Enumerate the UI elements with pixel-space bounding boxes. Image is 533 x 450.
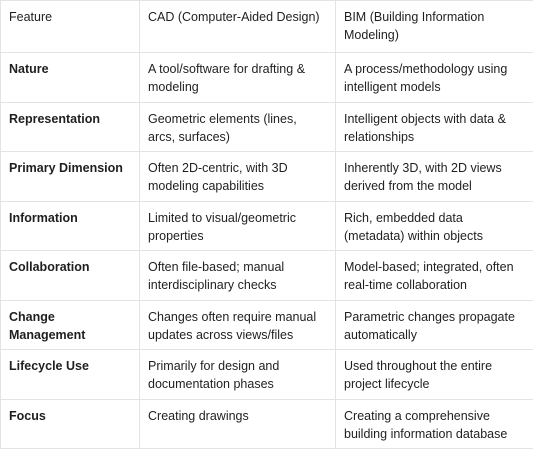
table-row [1, 53, 533, 103]
table-row [1, 152, 533, 202]
row-feature-cell: Change Management [1, 300, 140, 350]
row-feature-cell: Collaboration [1, 251, 140, 301]
row-cad-cell: Often file-based; manual interdisciplinary checks [140, 251, 336, 301]
table-row [1, 399, 533, 449]
row-cad-cell: Geometric elements (lines, arcs, surfaces) [140, 102, 336, 152]
row-cad-cell: Often 2D-centric, with 3D modeling capabilities [140, 152, 336, 202]
row-bim-cell: Inherently 3D, with 2D views derived from the model [336, 152, 533, 202]
row-cad-cell: Primarily for design and documentation phases [140, 350, 336, 400]
table-row [1, 350, 533, 400]
table-header-row [1, 1, 533, 53]
row-cad-cell: Changes often require manual updates across views/files [140, 300, 336, 350]
table-row [1, 300, 533, 350]
table-row [1, 102, 533, 152]
header-feature: Feature [1, 1, 140, 53]
row-feature-cell: Information [1, 201, 140, 251]
table-row [1, 251, 533, 301]
row-feature-cell: Focus [1, 399, 140, 449]
row-bim-cell: Intelligent objects with data & relationships [336, 102, 533, 152]
header-bim: BIM (Building Information Modeling) [336, 1, 533, 53]
row-feature-cell: Primary Dimension [1, 152, 140, 202]
row-feature-cell: Lifecycle Use [1, 350, 140, 400]
row-feature-cell: Representation [1, 102, 140, 152]
row-bim-cell: A process/methodology using intelligent models [336, 53, 533, 103]
row-bim-cell: Used throughout the entire project lifecycle [336, 350, 533, 400]
row-bim-cell: Model-based; integrated, often real-time collaboration [336, 251, 533, 301]
header-cad: CAD (Computer-Aided Design) [140, 1, 336, 53]
table-row [1, 201, 533, 251]
row-cad-cell: Creating drawings [140, 399, 336, 449]
row-feature-cell: Nature [1, 53, 140, 103]
row-bim-cell: Parametric changes propagate automatically [336, 300, 533, 350]
row-cad-cell: A tool/software for drafting & modeling [140, 53, 336, 103]
row-bim-cell: Creating a comprehensive building information database [336, 399, 533, 449]
row-bim-cell: Rich, embedded data (metadata) within objects [336, 201, 533, 251]
row-cad-cell: Limited to visual/geometric properties [140, 201, 336, 251]
